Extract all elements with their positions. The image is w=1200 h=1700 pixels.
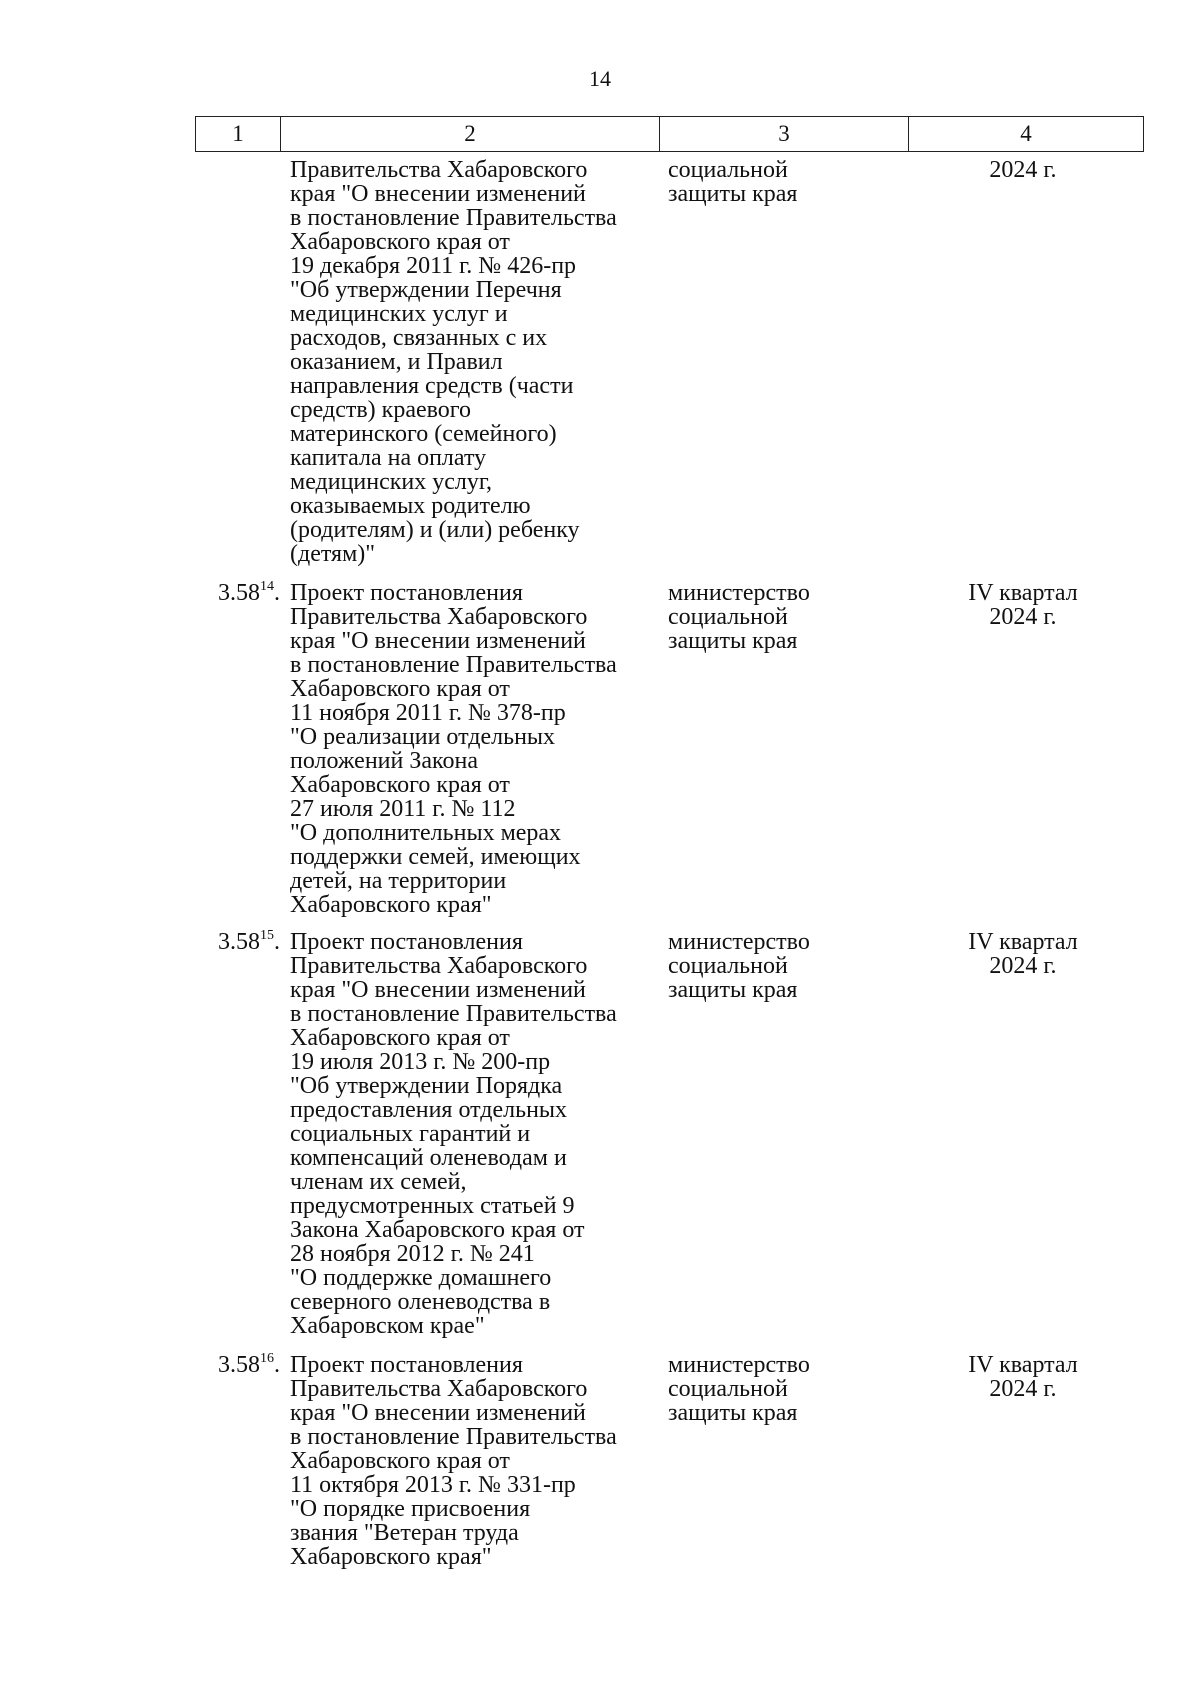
entry-description xyxy=(290,158,680,566)
description-line: 11 ноября 2011 г. № 378-пр xyxy=(290,700,566,726)
deadline-line: IV квартал xyxy=(968,1352,1078,1378)
description-line: "О порядке присвоения xyxy=(290,1496,531,1522)
column-header-4: 4 xyxy=(909,117,1144,152)
page-number: 14 xyxy=(589,66,611,91)
description-line: Хабаровского края от xyxy=(290,229,510,255)
responsible-line: министерство xyxy=(668,580,810,606)
description-line: края "О внесении изменений xyxy=(290,628,586,654)
description-line: Хабаровского края от xyxy=(290,676,510,702)
column-header-2: 2 xyxy=(281,117,660,152)
description-line: оказываемых родителю xyxy=(290,493,531,519)
description-line: Хабаровского края от xyxy=(290,1025,510,1051)
description-line: Хабаровского края от xyxy=(290,1448,510,1474)
responsible-line: защиты края xyxy=(668,1400,798,1426)
responsible-line: социальной xyxy=(668,604,788,630)
responsible-line: министерство xyxy=(668,929,810,955)
description-line: расходов, связанных с их xyxy=(290,325,548,351)
entry-deadline xyxy=(918,158,1128,182)
description-line: "Об утверждении Порядка xyxy=(290,1073,563,1099)
description-line: в постановление Правительства xyxy=(290,1424,617,1450)
entry-number: 3.58$^{14}$. xyxy=(218,579,280,606)
description-line: 19 декабря 2011 г. № 426-пр xyxy=(290,253,577,279)
entry-number-base: 3.58 xyxy=(218,1352,260,1378)
responsible-line: защиты края xyxy=(668,628,798,654)
description-line: Хабаровского края" xyxy=(290,892,492,918)
description-line: медицинских услуг и xyxy=(290,301,508,327)
description-line: в постановление Правительства xyxy=(290,1001,617,1027)
description-line: края "О внесении изменений xyxy=(290,977,586,1003)
responsible-line: социальной xyxy=(668,157,788,183)
description-line: членам их семей, xyxy=(290,1169,467,1195)
description-line: "О поддержке домашнего xyxy=(290,1265,552,1291)
entry-responsible xyxy=(668,581,918,653)
description-line: предусмотренных статьей 9 xyxy=(290,1193,575,1219)
entry-deadline xyxy=(918,1353,1128,1401)
description-line: Проект постановления xyxy=(290,580,523,606)
description-line: Закона Хабаровского края от xyxy=(290,1217,585,1243)
entry-description xyxy=(290,1353,680,1569)
description-line: Правительства Хабаровского xyxy=(290,157,588,183)
entry-number-base: 3.58 xyxy=(218,580,260,606)
description-line: Хабаровского края" xyxy=(290,1544,492,1570)
column-header-row xyxy=(196,117,1144,152)
description-line: компенсаций оленеводам и xyxy=(290,1145,567,1171)
entry-number: 3.58$^{15}$. xyxy=(218,928,280,955)
description-line: (детям)" xyxy=(290,541,376,567)
description-line: Проект постановления xyxy=(290,929,523,955)
responsible-line: социальной xyxy=(668,1376,788,1402)
description-line: звания "Ветеран труда xyxy=(290,1520,519,1546)
description-line: социальных гарантий и xyxy=(290,1121,531,1147)
deadline-line: IV квартал xyxy=(968,929,1078,955)
entry-deadline xyxy=(918,930,1128,978)
column-header-table xyxy=(195,116,1144,152)
description-line: 28 ноября 2012 г. № 241 xyxy=(290,1241,535,1267)
description-line: "О реализации отдельных xyxy=(290,724,556,750)
description-line: северного оленеводства в xyxy=(290,1289,551,1315)
description-line: направления средств (части xyxy=(290,373,574,399)
responsible-line: социальной xyxy=(668,953,788,979)
description-line: Правительства Хабаровского xyxy=(290,604,588,630)
description-line: детей, на территории xyxy=(290,868,507,894)
description-line: Хабаровского края от xyxy=(290,772,510,798)
entry-number-superscript: 14 xyxy=(260,579,274,594)
entry-responsible xyxy=(668,1353,918,1425)
description-line: предоставления отдельных xyxy=(290,1097,568,1123)
entry-description xyxy=(290,930,680,1338)
description-line: капитала на оплату xyxy=(290,445,487,471)
description-line: "Об утверждении Перечня xyxy=(290,277,562,303)
column-header-1: 1 xyxy=(196,117,281,152)
description-line: положений Закона xyxy=(290,748,478,774)
deadline-line: 2024 г. xyxy=(989,604,1057,630)
responsible-line: министерство xyxy=(668,1352,810,1378)
column-header-3: 3 xyxy=(660,117,909,152)
description-line: в постановление Правительства xyxy=(290,205,617,231)
description-line: "О дополнительных мерах xyxy=(290,820,562,846)
responsible-line: защиты края xyxy=(668,977,798,1003)
description-line: средств) краевого xyxy=(290,397,472,423)
description-line: Хабаровском крае" xyxy=(290,1313,485,1339)
entry-number-superscript: 16 xyxy=(260,1351,274,1366)
deadline-line: 2024 г. xyxy=(989,953,1057,979)
entry-number: 3.58$^{16}$. xyxy=(218,1351,280,1378)
entry-description xyxy=(290,581,680,917)
description-line: края "О внесении изменений xyxy=(290,181,586,207)
description-line: 11 октября 2013 г. № 331-пр xyxy=(290,1472,576,1498)
description-line: 27 июля 2011 г. № 112 xyxy=(290,796,516,822)
entry-deadline xyxy=(918,581,1128,629)
description-line: 19 июля 2013 г. № 200-пр xyxy=(290,1049,551,1075)
deadline-line: IV квартал xyxy=(968,580,1078,606)
description-line: Правительства Хабаровского xyxy=(290,953,588,979)
description-line: оказанием, и Правил xyxy=(290,349,503,375)
description-line: медицинских услуг, xyxy=(290,469,493,495)
deadline-line: 2024 г. xyxy=(989,157,1057,183)
description-line: поддержки семей, имеющих xyxy=(290,844,581,870)
description-line: Проект постановления xyxy=(290,1352,523,1378)
entry-responsible xyxy=(668,930,918,1002)
deadline-line: 2024 г. xyxy=(989,1376,1057,1402)
entry-responsible xyxy=(668,158,918,206)
description-line: (родителям) и (или) ребенку xyxy=(290,517,580,543)
entry-number-superscript: 15 xyxy=(260,928,274,943)
entry-number-base: 3.58 xyxy=(218,929,260,955)
description-line: материнского (семейного) xyxy=(290,421,557,447)
description-line: Правительства Хабаровского xyxy=(290,1376,588,1402)
description-line: края "О внесении изменений xyxy=(290,1400,586,1426)
description-line: в постановление Правительства xyxy=(290,652,617,678)
responsible-line: защиты края xyxy=(668,181,798,207)
